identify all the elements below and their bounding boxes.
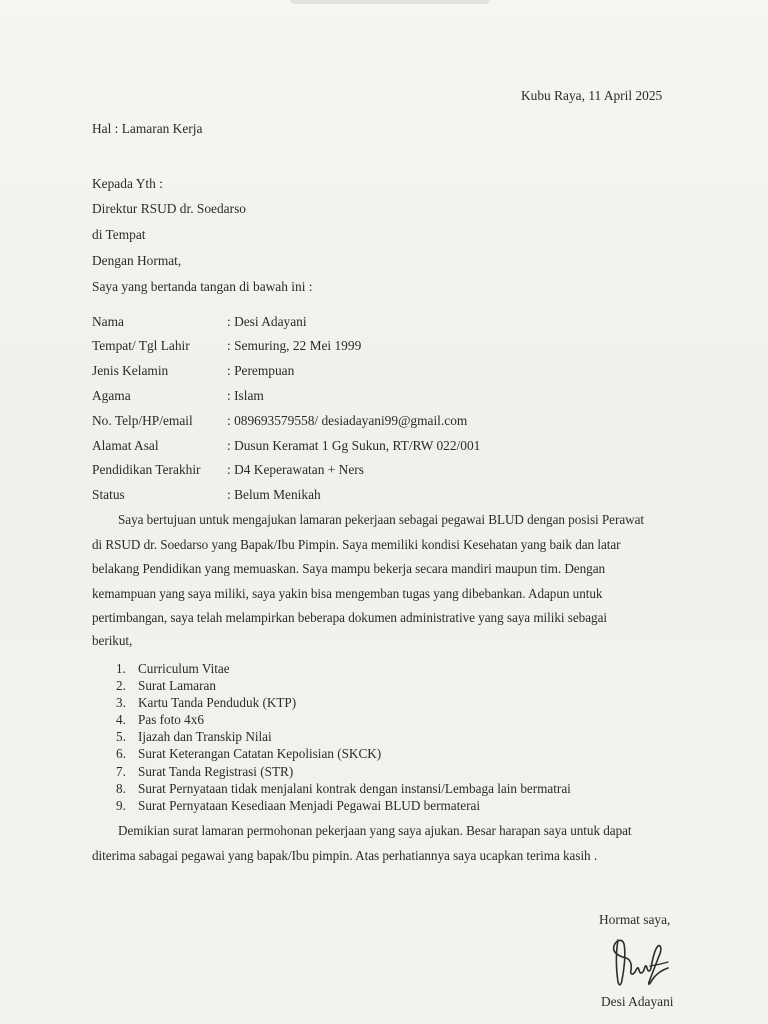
detail-label: Jenis Kelamin xyxy=(92,363,169,378)
list-item xyxy=(116,660,571,677)
list-text: Surat Tanda Registrasi (STR) xyxy=(138,763,294,779)
list-text: Surat Pernyataan tidak menjalani kontrak dengan instansi/Lembaga lain bermatrai xyxy=(138,780,571,796)
detail-label: Tempat/ Tgl Lahir xyxy=(92,338,190,353)
paragraph-line: Saya bertujuan untuk mengajukan lamaran pekerjaan sebagai pegawai BLUD dengan posisi Perawat xyxy=(118,512,645,527)
list-item xyxy=(116,677,571,694)
paragraph-line: pertimbangan, saya telah melampirkan beberapa dokumen administrative yang saya miliki sebagai xyxy=(92,610,607,625)
salutation: Dengan Hormat, xyxy=(92,253,182,268)
detail-value: : Islam xyxy=(227,388,264,403)
recipient-greeting: Kepada Yth : xyxy=(92,176,163,191)
list-item xyxy=(116,780,571,797)
paragraph-line: diterima sabagai pegawai yang bapak/Ibu pimpin. Atas perhatiannya saya ucapkan terima kasih . xyxy=(92,848,598,863)
list-number: 7. xyxy=(116,763,126,779)
place-date: Kubu Raya, 11 April 2025 xyxy=(521,88,663,103)
list-item xyxy=(116,728,571,745)
list-text: Ijazah dan Transkip Nilai xyxy=(138,729,272,745)
list-item xyxy=(116,694,571,711)
list-text: Surat Keterangan Catatan Kepolisian (SKCK) xyxy=(138,746,382,762)
detail-label: Pendidikan Terakhir xyxy=(92,462,201,477)
detail-value: : Desi Adayani xyxy=(227,314,307,329)
list-number: 6. xyxy=(116,746,126,762)
list-number: 1. xyxy=(116,661,126,676)
closing-phrase: Hormat saya, xyxy=(599,912,671,927)
paragraph-line: kemampuan yang saya miliki, saya yakin bisa mengemban tugas yang dibebankan. Adapun untuk xyxy=(92,586,603,601)
detail-value: : D4 Keperawatan + Ners xyxy=(227,462,364,477)
intro-line: Saya yang bertanda tangan di bawah ini : xyxy=(92,279,313,294)
detail-value: : Semuring, 22 Mei 1999 xyxy=(227,338,362,353)
list-text: Pas foto 4x6 xyxy=(138,712,204,728)
detail-label: Status xyxy=(92,487,125,502)
recipient-name: Direktur RSUD dr. Soedarso xyxy=(92,201,246,216)
list-item xyxy=(116,797,571,814)
detail-value: : Perempuan xyxy=(227,363,295,378)
list-number: 4. xyxy=(116,712,126,728)
list-text: Surat Lamaran xyxy=(138,678,216,694)
paragraph-line: belakang Pendidikan yang memuaskan. Saya mampu bekerja secara mandiri maupun tim. Dengan xyxy=(92,561,606,576)
list-number: 8. xyxy=(116,780,126,796)
scan-artifact xyxy=(290,0,490,4)
list-text: Curriculum Vitae xyxy=(138,661,230,676)
detail-label: Alamat Asal xyxy=(92,438,159,453)
detail-label: No. Telp/HP/email xyxy=(92,413,193,428)
detail-label: Agama xyxy=(92,388,131,403)
handwritten-signature xyxy=(604,930,674,992)
signer-name: Desi Adayani xyxy=(601,994,674,1009)
list-item xyxy=(116,711,571,728)
paragraph-line: di RSUD dr. Soedarso yang Bapak/Ibu Pimpin. Saya memiliki kondisi Kesehatan yang baik dan latar xyxy=(92,537,621,552)
list-text: Kartu Tanda Penduduk (KTP) xyxy=(138,695,297,711)
paragraph-line: berikut, xyxy=(92,633,133,648)
list-number: 3. xyxy=(116,695,126,711)
list-number: 9. xyxy=(116,797,126,813)
list-text: Surat Pernyataan Kesediaan Menjadi Pegawai BLUD bermaterai xyxy=(138,797,481,813)
list-number: 5. xyxy=(116,729,126,745)
detail-label: Nama xyxy=(92,314,124,329)
detail-value: : 089693579558/ desiadayani99@gmail.com xyxy=(227,413,468,428)
list-item xyxy=(116,763,571,780)
subject-line: Hal : Lamaran Kerja xyxy=(92,121,203,136)
detail-value: : Dusun Keramat 1 Gg Sukun, RT/RW 022/001 xyxy=(227,438,481,453)
list-number: 2. xyxy=(116,678,126,694)
recipient-place: di Tempat xyxy=(92,227,146,242)
paragraph-line: Demikian surat lamaran permohonan pekerjaan yang saya ajukan. Besar harapan saya untuk dapat xyxy=(118,823,632,838)
attachments-list xyxy=(116,660,571,814)
list-item xyxy=(116,745,571,762)
detail-value: : Belum Menikah xyxy=(227,487,321,502)
